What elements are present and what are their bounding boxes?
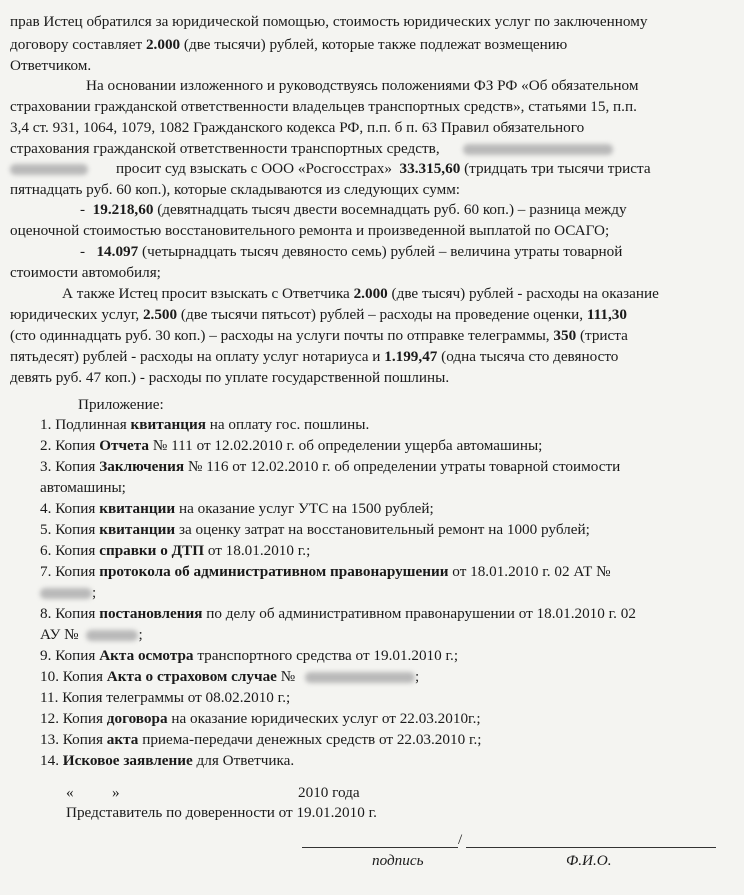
redacted-insurance-act-number: [305, 672, 415, 683]
appendix-item: 1. Подлинная квитанция на оплату гос. пошлины.: [40, 416, 370, 433]
signature-slash: /: [458, 831, 463, 848]
appendix-item-cont: ;: [40, 583, 96, 602]
sum-item-2-line2: стоимости автомобиля;: [10, 264, 161, 281]
para3-line5: девять руб. 47 коп.) - расходы по уплате государственной пошлины.: [10, 369, 450, 386]
appendix-item-cont: АУ № ;: [40, 626, 143, 643]
para3-line2: юридических услуг, 2.500 (две тысячи пятьсот) рублей – расходы на проведение оценки, 111,30: [10, 306, 627, 323]
sum-item-1: - 19.218,60 (девятнадцать тысяч двести восемнадцать руб. 60 коп.) – разница между: [80, 201, 627, 218]
para2-line1: На основании изложенного и руководствуясь положениями ФЗ РФ «Об обязательном: [86, 77, 639, 94]
signature-line: [302, 847, 458, 848]
appendix-item: 7. Копия протокола об административном правонарушении от 18.01.2010 г. 02 АТ №: [40, 563, 611, 580]
appendix-item: 8. Копия постановления по делу об административном правонарушении от 18.01.2010 г. 02: [40, 605, 636, 622]
amount-legal-fees: 2.000: [145, 36, 181, 53]
appendix-item: 4. Копия квитанции на оказание услуг УТС на 1500 рублей;: [40, 500, 434, 517]
amount-repair-difference: 19.218,60: [92, 201, 154, 218]
para2-line5: просит суд взыскать с ООО «Росгосстрах» 33.315,60 (тридцать три тысячи триста: [10, 159, 651, 178]
appendix-item: 9. Копия Акта осмотра транспортного средства от 19.01.2010 г.;: [40, 647, 459, 664]
appendix-item: 10. Копия Акта о страховом случае № ;: [40, 668, 420, 685]
date-year: 2010 года: [298, 784, 360, 801]
redacted-plaintiff-name: [463, 144, 613, 155]
sum-item-2: - 14.097 (четырнадцать тысяч девяносто семь) рублей – величина утраты товарной: [80, 243, 623, 260]
para3-line1: А также Истец просит взыскать с Ответчика 2.000 (две тысяч) рублей - расходы на оказание: [62, 285, 659, 302]
appendix-item-cont: автомашины;: [40, 479, 126, 496]
appendix-item: 5. Копия квитанции за оценку затрат на восстановительный ремонт на 1000 рублей;: [40, 521, 590, 538]
para2-line2: страховании гражданской ответственности владельцев транспортных средств», статьями 15, п.п.: [10, 98, 637, 115]
signature-label: подпись: [372, 852, 424, 869]
para1-line1: прав Истец обратился за юридической помощью, стоимость юридических услуг по заключенному: [10, 13, 648, 30]
para2-line6: пятнадцать руб. 60 коп.), которые складываются из следующих сумм:: [10, 181, 461, 198]
para2-line4: страхования гражданской ответственности транспортных средств,: [10, 139, 613, 158]
amount-value-loss: 14.097: [96, 243, 139, 260]
redacted-plaintiff-name-cont: [10, 164, 88, 175]
appendix-item: 13. Копия акта приема-передачи денежных средств от 22.03.2010 г.;: [40, 731, 482, 748]
sum-item-1-line2: оценочной стоимостью восстановительного ремонта и произведенной выплатой по ОСАГО;: [10, 222, 610, 239]
para3-line4: пятьдесят) рублей - расходы на оплату услуг нотариуса и 1.199,47 (одна тысяча сто девяносто: [10, 348, 619, 365]
appendix-item: 6. Копия справки о ДТП от 18.01.2010 г.;: [40, 542, 311, 559]
representative-line: Представитель по доверенности от 19.01.2010 г.: [66, 804, 377, 821]
appendix-title: Приложение:: [78, 396, 164, 413]
para1-line2: договору составляет 2.000 (две тысячи) рублей, которые также подлежат возмещению: [10, 36, 568, 53]
para3-line3: (сто одиннадцать руб. 30 коп.) – расходы на услуги почты по отправке телеграммы, 350 (триста: [10, 327, 628, 344]
para2-line3: 3,4 ст. 931, 1064, 1079, 1082 Гражданского кодекса РФ, п.п. б п. 63 Правил обязательного: [10, 119, 585, 136]
redacted-protocol-number: [40, 588, 92, 599]
name-line: [466, 847, 716, 848]
para1-line3: Ответчиком.: [10, 57, 92, 74]
appendix-item: 11. Копия телеграммы от 08.02.2010 г.;: [40, 689, 291, 706]
date-quote-open: «: [66, 784, 74, 801]
date-quote-close: »: [112, 784, 120, 801]
name-label: Ф.И.О.: [566, 852, 612, 869]
appendix-item: 3. Копия Заключения № 116 от 12.02.2010 г. об определении утраты товарной стоимости: [40, 458, 621, 475]
appendix-item: 2. Копия Отчета № 111 от 12.02.2010 г. об определении ущерба автомашины;: [40, 437, 543, 454]
amount-total-claim: 33.315,60: [399, 160, 461, 177]
appendix-item: 14. Исковое заявление для Ответчика.: [40, 752, 295, 769]
redacted-decree-number: [86, 630, 138, 641]
appendix-item: 12. Копия договора на оказание юридических услуг от 22.03.2010г.;: [40, 710, 481, 727]
